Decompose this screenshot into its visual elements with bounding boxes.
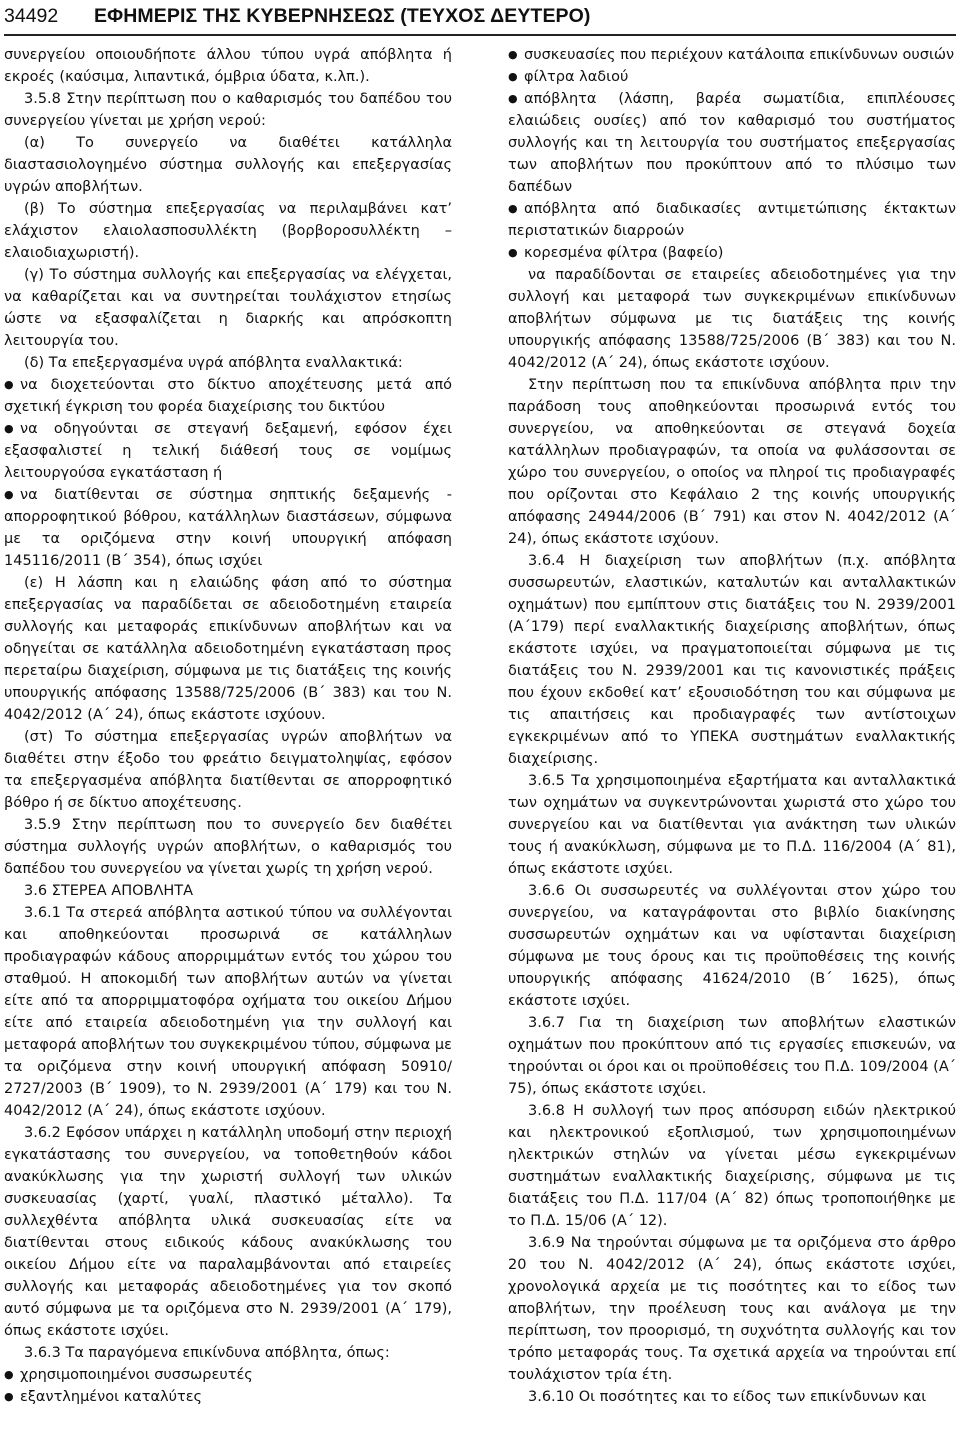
paragraph: 3.5.9 Στην περίπτωση που το συνεργείο δεν διαθέτει σύστημα συλλογής υγρών αποβλήτων, ο καθαρισμός του δαπέδου του συνεργείου να γίνεται χωρίς τη χρήση νερού. <box>4 817 452 877</box>
bullet-item: ● κορεσμένα φίλτρα (βαφείο) <box>508 242 956 264</box>
bullet-item: ● συσκευασίες που περιέχουν κατάλοιπα επικίνδυνων ουσιών <box>508 44 956 66</box>
paragraph: (ε) Η λάσπη και η ελαιώδης φάση από το σύστημα επεξεργασίας να παραδίδεται σε αδειοδοτημένη εταιρεία συλλογής και μεταφοράς επικίνδυνων αποβλήτων και να οδηγείται σε κατάλληλα αδειοδοτημένη εγκατάσταση προς περεταίρω διαχείριση, σύμφωνα με τις διατάξεις της κοινής υπουργικής απόφασης 13588/725/2006 (Β΄ 383) και του Ν. 4042/2012 (Α΄ 24), όπως εκάστοτε ισχύουν. <box>4 575 452 723</box>
paragraph: (δ) Τα επεξεργασμένα υγρά απόβλητα εναλλακτικά: <box>24 355 403 371</box>
bullet-item: ● να διατίθενται σε σύστημα σηπτικής δεξαμενής - απορροφητικού βόθρου, κατάλληλων διαστάσεων, σύμφωνα με τα οριζόμενα στην κοινή υπουργική απόφαση 145116/2011 (Β΄ 354), όπως ισχύει <box>4 484 452 572</box>
paragraph: 3.6.3 Τα παραγόμενα επικίνδυνα απόβλητα, όπως: <box>24 1345 390 1361</box>
right-column <box>508 44 956 1428</box>
bullet-item: ● χρησιμοποιημένοι συσσωρευτές <box>4 1364 452 1386</box>
paragraph: 3.6.2 Εφόσον υπάρχει η κατάλληλη υποδομή στην περιοχή εγκατάστασης του συνεργείου, να τοποθετηθούν κάδοι ανακύκλωσης για την χωριστή συλλογή των υλικών συσκευασίας (χαρτί, γυαλί, πλαστικό μέταλλο). Τα συλλεχθέντα απόβλητα υλικά συσκευασίας είτε να διατίθενται στους ειδικούς κάδους ανακύκλωσης του οικείου Δήμου είτε να παραλαμβάνονται από εταιρείες συλλογής και μεταφοράς αδειοδοτημένες για τον σκοπό αυτό σύμφωνα με τα οριζόμενα στο Ν. 2939/2001 (Α΄ 179), όπως εκάστοτε ισχύει. <box>4 1125 452 1339</box>
paragraph: 3.6.5 Τα χρησιμοποιημένα εξαρτήματα και ανταλλακτικά των οχημάτων να συγκεντρώνονται χωριστά στο χώρο του συνεργείου και να διατίθενται για ανάκτηση των υλικών τους ή ανακύκλωση, σύμφωνα με το Π.Δ. 116/2004 (Α΄ 81), όπως εκάστοτε ισχύει. <box>508 773 956 877</box>
paragraph: (στ) Το σύστημα επεξεργασίας υγρών αποβλήτων να διαθέτει στην έξοδο του φρεάτιο δειγματοληψίας, εφόσον τα επεξεργασμένα απόβλητα διατίθενται σε απορροφητικό βόθρο ή σε δίκτυο αποχέτευσης. <box>4 729 452 811</box>
bullet-item: ● φίλτρα λαδιού <box>508 66 956 88</box>
paragraph: 3.6.8 Η συλλογή των προς απόσυρση ειδών ηλεκτρικού και ηλεκτρονικού εξοπλισμού, των χρησιμοποιημένων ηλεκτρικών στηλών να γίνεται μέσω εγκεκριμένων συστημάτων εναλλακτικής διαχείρισης, σύμφωνα με τις διατάξεις του Π.Δ. 117/04 (Α΄ 82) όπως τροποποιήθηκε με το Π.Δ. 15/06 (Α΄ 12). <box>508 1103 956 1229</box>
paragraph: 3.6.10 Οι ποσότητες και το είδος των επικίνδυνων και <box>528 1389 927 1405</box>
bullet-item: ● να οδηγούνται σε στεγανή δεξαμενή, εφόσον έχει εξασφαλιστεί η τελική διάθεσή τους σε νομίμως λειτουργούσα εγκατάσταση ή <box>4 418 452 484</box>
paragraph: 3.6.6 Οι συσσωρευτές να συλλέγονται στον χώρο του συνεργείου, να καταγράφονται στο βιβλίο διακίνησης συσσωρευτών οχημάτων και να υφίστανται διαχείριση σύμφωνα με τους όρους και τις προϋποθέσεις της κοινής υπουργικής απόφασης 41624/2010 (Β΄ 1625), όπως εκάστοτε ισχύει. <box>508 883 956 1009</box>
header-rule <box>4 34 956 36</box>
paragraph: 3.6.7 Για τη διαχείριση των αποβλήτων ελαστικών οχημάτων που προκύπτουν από τις εργασίες επισκευών, να τηρούνται οι όροι και οι προϋποθέσεις του Π.Δ. 109/2004 (Α΄ 75), όπως εκάστοτε ισχύει. <box>508 1015 956 1097</box>
bullet-item: ● εξαντλημένοι καταλύτες <box>4 1386 452 1408</box>
page-header <box>4 0 956 36</box>
paragraph: συνεργείου οποιουδήποτε άλλου τύπου υγρά απόβλητα ή εκροές (καύσιμα, λιπαντικά, όμβρια ύδατα, κ.λπ.). <box>4 47 452 85</box>
paragraph: 3.6.9 Να τηρούνται σύμφωνα με τα οριζόμενα στο άρθρο 20 του Ν. 4042/2012 (Α΄ 24), όπως εκάστοτε ισχύει, χρονολογικά αρχεία με τις ποσότητες και το είδος των αποβλήτων, την προέλευση τους και ανάλογα με την περίπτωση, τον προορισμό, τη συχνότητα συλλογής και τον τρόπο μεταφοράς τους. Τα σχετικά αρχεία να τηρούνται επί τουλάχιστον τρία έτη. <box>508 1235 956 1383</box>
paragraph: 3.5.8 Στην περίπτωση που ο καθαρισμός του δαπέδου του συνεργείου γίνεται με χρήση νερού: <box>4 91 452 129</box>
gazette-title: ΕΦΗΜΕΡΙΣ ΤΗΣ ΚΥΒΕΡΝΗΣΕΩΣ (ΤΕΥΧΟΣ ΔΕΥΤΕΡΟ) <box>94 5 591 27</box>
bullet-item: ● να διοχετεύονται στο δίκτυο αποχέτευσης μετά από σχετική έγκριση του φορέα διαχείρισης του δικτύου <box>4 374 452 418</box>
paragraph: Στην περίπτωση που τα επικίνδυνα απόβλητα πριν την παράδοση τους αποθηκεύονται προσωρινά εντός του συνεργείου, να αποθηκεύονται σε στεγανά δοχεία κατάλληλων προδιαγραφών, τα οποία να φυλάσσονται σε χώρο του συνεργείου, ο οποίος να πληροί τις προδιαγραφές που ορίζονται στο Κεφάλαιο 2 της κοινής υπουργικής απόφασης 24944/2006 (Β΄ 791) και στον Ν. 4042/2012 (Α΄ 24), όπως εκάστοτε ισχύουν. <box>508 377 956 547</box>
left-column <box>4 44 452 1428</box>
paragraph: 3.6 ΣΤΕΡΕΑ ΑΠΟΒΛΗΤΑ <box>24 883 194 899</box>
paragraph: να παραδίδονται σε εταιρείες αδειοδοτημένες για την συλλογή και μεταφορά των συγκεκριμένων επικίνδυνων αποβλήτων σύμφωνα με τις διατάξεις της κοινής υπουργικής απόφασης 13588/725/2006 (Β΄ 383) και του Ν. 4042/2012 (Α΄ 24), όπως εκάστοτε ισχύουν. <box>508 267 956 371</box>
paragraph: 3.6.4 Η διαχείριση των αποβλήτων (π.χ. απόβλητα συσσωρευτών, ελαστικών, καταλυτών και ανταλλακτικών οχημάτων) που εμπίπτουν στις διατάξεις του Ν. 2939/2001 (Α΄179) περί εναλλακτικής διαχείρισης αποβλήτων, όπως εκάστοτε ισχύει, να πραγματοποιείται σύμφωνα με τις διατάξεις του Ν. 2939/2001 και τις κανονιστικές πράξεις που έχουν εκδοθεί κατ’ εξουσιοδότηση του και σύμφωνα με τις απαιτήσεις και προδιαγραφές των αντίστοιχων εγκεκριμένων από το ΥΠΕΚΑ συστημάτων εναλλακτικής διαχείρισης. <box>508 553 956 767</box>
paragraph: (γ) Το σύστημα συλλογής και επεξεργασίας να ελέγχεται, να καθαρίζεται και να συντηρείται τουλάχιστον ετησίως ώστε να εξασφαλίζεται η διαρκής και απρόσκοπτη λειτουργία του. <box>4 267 452 349</box>
bullet-item: ● απόβλητα από διαδικασίες αντιμετώπισης έκτακτων περιστατικών διαρροών <box>508 198 956 242</box>
page-number: 34492 <box>4 5 59 27</box>
bullet-item: ● απόβλητα (λάσπη, βαρέα σωματίδια, επιπλέουσες ελαιώδεις ουσίες) από τον καθαρισμό του συστήματος συλλογής και τη λειτουργία του συστήματος επεξεργασίας των αποβλήτων που προκύπτουν από το πλύσιμο των δαπέδων <box>508 88 956 198</box>
paragraph: (β) Το σύστημα επεξεργασίας να περιλαμβάνει κατ’ ελάχιστον ελαιολασποσυλλέκτη (βορβοροσυλλέκτη – ελαιοδιαχωριστή). <box>4 201 452 261</box>
paragraph: (α) Το συνεργείο να διαθέτει κατάλληλα διαστασιολογημένο σύστημα συλλογής και επεξεργασίας υγρών αποβλήτων. <box>4 135 452 195</box>
paragraph: 3.6.1 Τα στερεά απόβλητα αστικού τύπου να συλλέγονται και αποθηκεύονται προσωρινά σε κατάλληλων προδιαγραφών κάδους απορριμμάτων εντός του χώρου του σταθμού. Η αποκομιδή των αποβλήτων αυτών να γίνεται είτε από τα απορριμματοφόρα οχήματα του οικείου Δήμου είτε από εταιρεία αδειοδοτημένη για την συλλογή και μεταφορά αποβλήτων του συγκεκριμένου τύπου, σύμφωνα με τα οριζόμενα στην κοινή υπουργική απόφαση 50910/ 2727/2003 (Β΄ 1909), το Ν. 2939/2001 (Α΄ 179) και του Ν. 4042/2012 (Α΄ 24), όπως εκάστοτε ισχύουν. <box>4 905 452 1119</box>
